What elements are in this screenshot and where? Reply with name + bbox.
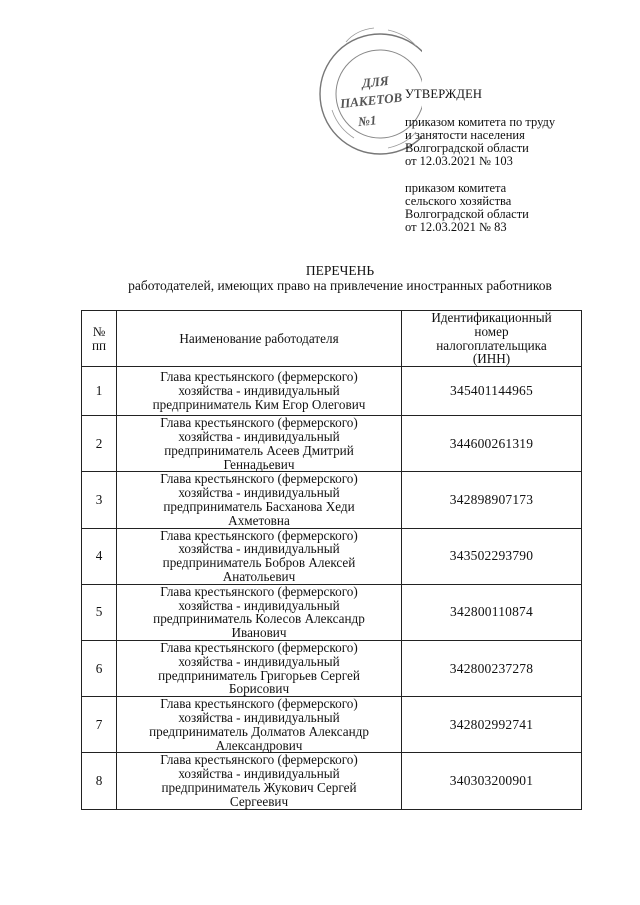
- header-num-line: №: [92, 323, 106, 339]
- header-num: [82, 311, 117, 367]
- employer-name-line: Глава крестьянского (фермерского): [160, 696, 358, 712]
- employer-name-line: Александрович: [215, 737, 303, 753]
- row-num: 4: [82, 528, 117, 584]
- row-inn: 342898907173: [402, 472, 582, 528]
- employer-name-line: Глава крестьянского (фермерского): [160, 639, 358, 655]
- table-header-row: [82, 311, 582, 367]
- row-employer-name: [117, 640, 402, 696]
- header-num-line: пп: [91, 337, 107, 353]
- employer-name-line: предприниматель Колесов Александр: [153, 611, 365, 627]
- employer-name-line: Сергеевич: [229, 793, 289, 809]
- order2-line: Волгоградской области: [405, 207, 529, 221]
- employer-name-line: хозяйства - индивидуальный: [178, 428, 340, 444]
- row-employer-name: [117, 367, 402, 416]
- row-employer-name: [117, 472, 402, 528]
- order2-line: сельского хозяйства: [405, 194, 512, 208]
- order2-line: приказом комитета: [405, 181, 507, 195]
- row-num: 5: [82, 584, 117, 640]
- header-inn-line: налогоплательщика: [436, 337, 547, 353]
- header-inn-line: (ИНН): [472, 351, 511, 367]
- row-inn: 345401144965: [402, 367, 582, 416]
- employer-name-line: предприниматель Григорьев Сергей: [158, 667, 360, 683]
- employer-name-line: предприниматель Басханова Хеди: [163, 498, 355, 514]
- row-employer-name: [117, 416, 402, 472]
- row-num: 2: [82, 416, 117, 472]
- table-row: [82, 753, 582, 809]
- row-num: 1: [82, 367, 117, 416]
- table-row: [82, 584, 582, 640]
- employer-name-line: Ахметовна: [228, 512, 290, 528]
- document-subtitle: работодателей, имеющих право на привлечение иностранных работников: [128, 278, 552, 293]
- table-row: [82, 528, 582, 584]
- employer-name-line: Глава крестьянского (фермерского): [160, 415, 358, 431]
- row-inn: 343502293790: [402, 528, 582, 584]
- employer-name-line: Геннадьевич: [223, 456, 295, 472]
- row-inn: 342802992741: [402, 697, 582, 753]
- row-inn: 342800110874: [402, 584, 582, 640]
- row-employer-name: [117, 584, 402, 640]
- table-row: [82, 367, 582, 416]
- table-row: [82, 416, 582, 472]
- employer-name-line: Глава крестьянского (фермерского): [160, 471, 358, 487]
- approval-block: [405, 88, 605, 244]
- employer-name-line: предприниматель Ким Егор Олегович: [152, 397, 366, 413]
- stamp-text-line1: ДЛЯ: [361, 72, 390, 91]
- employer-name-line: хозяйства - индивидуальный: [178, 383, 340, 399]
- employer-name-line: Иванович: [231, 625, 287, 641]
- employer-name-line: Борисович: [228, 681, 290, 697]
- approved-label: УТВЕРЖДЕН: [405, 87, 483, 101]
- row-employer-name: [117, 753, 402, 809]
- row-num: 6: [82, 640, 117, 696]
- employer-name-line: Анатольевич: [222, 568, 296, 584]
- row-employer-name: [117, 697, 402, 753]
- order1-line: от 12.03.2021 № 103: [405, 154, 513, 168]
- order1-line: Волгоградской области: [405, 141, 529, 155]
- row-inn: 344600261319: [402, 416, 582, 472]
- employer-name-line: предприниматель Жукович Сергей: [161, 779, 357, 795]
- employer-name-line: Глава крестьянского (фермерского): [160, 752, 358, 768]
- employer-name-line: хозяйства - индивидуальный: [178, 541, 340, 557]
- employer-name-line: Глава крестьянского (фермерского): [160, 369, 358, 385]
- stamp-text-line3: №1: [357, 112, 378, 130]
- row-employer-name: [117, 528, 402, 584]
- row-num: 7: [82, 697, 117, 753]
- table-body: [82, 367, 582, 809]
- header-name: Наименование работодателя: [117, 311, 402, 367]
- employer-name-line: хозяйства - индивидуальный: [178, 653, 340, 669]
- employer-name-line: предприниматель Бобров Алексей: [162, 555, 356, 571]
- order2-line: от 12.03.2021 № 83: [405, 220, 507, 234]
- table-row: [82, 472, 582, 528]
- employer-name-line: предприниматель Долматов Александр: [149, 723, 369, 739]
- row-num: 3: [82, 472, 117, 528]
- row-inn: 340303200901: [402, 753, 582, 809]
- employer-name-line: хозяйства - индивидуальный: [178, 709, 340, 725]
- table-row: [82, 640, 582, 696]
- employer-name-line: хозяйства - индивидуальный: [178, 597, 340, 613]
- document-heading: [60, 263, 620, 293]
- employers-table: [81, 310, 582, 810]
- order-agriculture-committee: [405, 182, 605, 234]
- stamp-text-line2: ПАКЕТОВ: [339, 89, 403, 111]
- table-row: [82, 697, 582, 753]
- row-inn: 342800237278: [402, 640, 582, 696]
- header-inn-line: номер: [474, 323, 509, 339]
- order1-line: и занятости населения: [405, 128, 525, 142]
- employer-name-line: Глава крестьянского (фермерского): [160, 583, 358, 599]
- order-labor-committee: [405, 116, 605, 168]
- order1-line: приказом комитета по труду: [405, 115, 556, 129]
- employer-name-line: Глава крестьянского (фермерского): [160, 527, 358, 543]
- header-inn-line: Идентификационный: [431, 310, 552, 325]
- employer-name-line: хозяйства - индивидуальный: [178, 766, 340, 782]
- document-title: ПЕРЕЧЕНЬ: [305, 263, 375, 278]
- header-inn: [402, 311, 582, 367]
- employer-name-line: предприниматель Асеев Дмитрий: [164, 442, 354, 458]
- row-num: 8: [82, 753, 117, 809]
- employer-name-line: хозяйства - индивидуальный: [178, 485, 340, 501]
